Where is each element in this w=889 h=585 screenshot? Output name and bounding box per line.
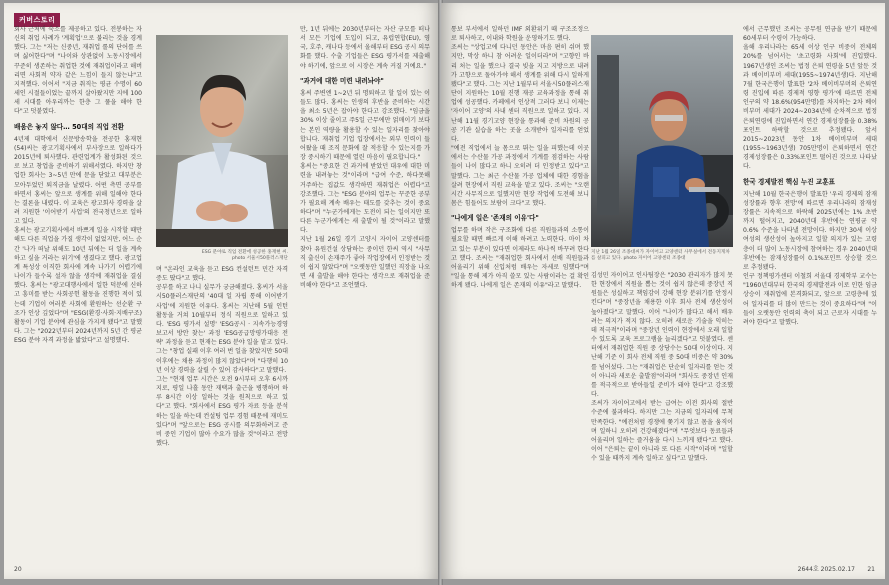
paragraph: 홍씨는 광고기획사에서 바쁘게 일을 시작할 때만 해도 다른 직업을 가질 생각이 없었지만, 어느 순간 '나가 떠날 위해도 10년 뒤에는 더 일을 계속 하고 싶을 거라는 위기'에 생겼다고 했다. 광고업계 특성상 이직한 회사에 계속 나가기 어렵기에 나이가 들수록 설자 않을 생각에 재취업을 결심했다. 홍씨는 "광고대행사에서 일한 덕분에 신하고 흥미를 받는 사회공헌 활동을 진행한 적이 있는데 기업이 여러분 사회에 환원하는 선순환 구조가 인상 깊었다"며 "ESG(환경·사회·지배구조) 활동이 기업 분야에 관심을 가지게 됐다"고 말했다. 그는 "2022년부터 2024년까지 5년 간 평균 ESG 분야 자격 과정을 밟았다"고 설명했다. bbox=[14, 227, 142, 345]
subheading: "나에게 일은 '존재의 이유'다" bbox=[451, 214, 539, 223]
subheading: 한국 경제발전 핵심 누진 교훈표 bbox=[743, 177, 835, 186]
right-column-2 bbox=[591, 271, 733, 463]
paragraph: 공부를 하고 나니 실무가 궁금해졌다. 홍씨가 서울시50플러스재단의 '40대 일 자립 통해 이어받기 사업'에 지원한 이유다. 홍씨는 지난해 5월 인턴 활동을 거쳐 10월부터 정식 직원으로 일하고 있다. 'ESG 평가서 설명' 'ESG공시 · 지속가능경영보고서 방안 찾는' 과정 'ESG공급망평가대응 전략' 과정을 듣고 현재는 ESG 분야 일을 맡고 있다. 그는 "창업 실패 이후 여러 번 일을 찾았지만 50대 이후에는 채용 과정이 많지 않았다"며 "다행히 10년 이상 경력을 살릴 수 있어 감사하다"고 말했다. bbox=[156, 284, 289, 374]
page-number-right: 21 bbox=[867, 566, 875, 573]
left-page bbox=[4, 3, 440, 579]
paragraph: 4년제 대학에서 신문방송학을 전공한 홍재현(54)씨는 광고기획사에서 부사장으로 일하다가 2015년에 퇴사했다. 관련업계가 활성화된 것으로 보고 창업을 준비하기 위해서였다. 하지만 창업한 회사는 3~5년 만에 문을 닫았고 대부분은 모아두었던 퇴직금을 날렸다. 어떤 측면 공부를 하면서 홍씨는 앞으로 생계를 위해 일해야 한다는 결론을 내렸다. 이 교육은 광고회사 경력을 살려 지원한 '이어받기 사업'의 전국청년으로 일하고 있다. bbox=[14, 135, 142, 226]
paragraph: 지난해 10월 한국은행이 발표한 '우리 경제의 잠재성장률과 향후 전망'에 따르면 우리나라의 잠재성장률은 지속적으로 하락해 2025년에는 1% 초반까지 떨어지고, 2040년대 후반에는 연평균 약 0.6% 수준을 나타낼 전망이다. 하지만 30세 이상 여성의 생산성이 높아지고 일할 의지가 있는 고령층이 더 많이 노동시장에 참여하는 경우 2040년대 후반에는 잠재성장률이 0.1%포인트 상승할 것으로 추정됐다. bbox=[743, 190, 877, 271]
right-column-1 bbox=[451, 25, 589, 290]
paragraph: 인구 정책평가센터 이철희 서울대 경제학부 교수는 "1960년대부터 한국의 경제발전과 이로 인한 임금 상승이 재취업에 본격화되고, 앞으로 고령층에 있어 일자리를 더 많이 만드는 것이 중요하다"며 "이 들이 오랫동안 인력의 축이 되고 근로자 시대를 누려야 한다"고 말했다. bbox=[743, 273, 877, 326]
paragraph: 회사 근처에 숙소를 제공하고 있다. 전봉하는 자신의 취업 사례가 '계획업'으로 불리는 것을 경계했다. 그는 "저는 신중년, 재취업 롤의 단어를 쓰며 싫어한다"며 "나이와 상관없이 노동시장에서 꾸준히 생존하는 취업한 것에 재취업이라고 해버리면 사회적 약자 같은 느낌이 들지 않는냐"고 지적했다. 이어서 "지금 취직는 평균 수명이 60세인 시절들이었는 끝까지 살아왔지만 지에 100세 시대를 아우리까는 한층 그 풀을 해야 한다"고 덧붙였다. bbox=[14, 26, 142, 116]
paragraph: 만, 1년 뒤에는 2030년부터는 자산 규모를 떠나서 모든 기업에 도입이 되고, 유럽연합(EU), 영국, 호주, 캐나다 등에서 올해부터 ESG 공시 의무화를 했다. 수출 기업들은 ESG 평가서를 제출해야 하기에, 앞으로 이 시장은 계속 커질 거예요." bbox=[300, 26, 430, 70]
photo-caption-line-2: photo 서울시50플러스재단 bbox=[231, 256, 288, 262]
paragraph: 올해 우리나라는 65세 이상 인구 비중이 전체의 20%를 넘어서는 '초고령화 사회'에 진입했다. 1967년생인 조씨는 법정 은퇴 연령을 5년 앞둔 것과 베이비부머 세대(1955~1974년생)다. 지난해 7월 한국은행이 발표한 '2차 베이비부머의 은퇴연령 진입에 따른 경제적 영향 평가'에 따르면 전체 인구의 약 18.6%(954만명)를 차지하는 2차 베이비부머 세대가 2024~2034년에 순차적으로 법정 은퇴연령에 진입하면서 연간 경제성장률을 0.38%포인트 하락할 것으로 추정됐다. 앞서 2015~2023년 동안 1차 베이비부머 세대(1955~1963년생) 705만명이 은퇴하면서 연간 경제성장률은 0.33%포인트 떨어진 것으로 나타났다. bbox=[743, 44, 877, 171]
workshop-photo-jo bbox=[591, 35, 733, 247]
right-page bbox=[441, 3, 885, 579]
paragraph: 에서 근무했던 조씨는 공무원 연금을 받기 때문에 60세부터 수령이 가능하다. bbox=[743, 26, 877, 43]
subheading: 배움은 놓지 않다… 50대의 직업 전환 bbox=[14, 122, 125, 131]
paragraph: "예전 직업에서 늘 몸으로 뛰는 일을 피했는데 이곳에서는 수산물 가공 과정에서 기계를 점검하는 사람들이 나이 많다고 하니 오히려 더 인정받고 있다"고 말했다. 그는 최근 수산물 가공 업체에 대한 경험을 살려 현장에서 직원 교육을 맡고 있다. 조씨는 "오랜 시간 사무직으로 일했지만 현장 작업에 도전해 보니 몸은 힘들어도 보람이 크다"고 했다. bbox=[451, 145, 589, 207]
paragraph: 조씨가 자이어고에서 받는 급여는 이전 회사의 절반 수준에 불과하다. 하지만 그는 지금의 일자리에 무척 만족한다. "예전처럼 경쟁에 쫓기지 않고 몸을 움직이며 일하니 오히려 건강해졌다"며 "무엇보다 동료들과 어울리며 일하는 즐거움을 다시 느끼게 됐다"고 했다. 이어 "은퇴는 끝이 아니라 또 다른 시작"이라며 "일할 수 있을 때까지 계속 일하고 싶다"고 말했다. bbox=[591, 400, 733, 463]
paragraph: 업무를 하며 작은 구조화에 다른 직원들과의 소통이 필요할 때면 빠르게 이해 하려고 노력한다. 마이 차고 있는 부분이 있다면 이제라도 하나씩 바꾸려 한다고 했다. 조씨는 "재취업한 회사에서 선배 직원들과 어울리기 위해 신입처럼 배우는 자세로 임했다"며 "일을 통해 제가 아직 쓸모 있는 사람이라는 걸 확인하게 됐다. 나에게 일은 존재의 이유"라고 말했다. bbox=[451, 227, 589, 290]
photo-caption-line-1: ESG 분야로 직업 전환에 성공한 홍재현 씨. bbox=[201, 250, 288, 255]
left-column-2 bbox=[156, 265, 288, 448]
left-column-1 bbox=[14, 25, 142, 345]
left-column-3 bbox=[300, 25, 430, 290]
page-number-left: 20 bbox=[14, 566, 22, 573]
paragraph: 며 "온라인 교육을 듣고 ESG 컨설턴트 민간 자격증도 땄다"고 했다. bbox=[156, 266, 288, 283]
photo-caption-right: 지난 1월 26일 조종대씨가 자이어고 고양센터 사무실에서 전동지게차를 살피고 있다. photo 자이어 고양센터 조종대 bbox=[591, 250, 730, 262]
paragraph: 홍씨는 "중요한 건 과거에 받았던 대우에 대한 미련을 내려놓는 것"이라며 "급여 수준, 하다못해 거주하는 집값도 생각하면 재취업은 어렵다"고 강조했다. 그는 "ESG 분야의 업무는 꾸준한 공부가 필요해 계속 배우는 태도를 갖추는 것이 중요하다"며 "누군가에게는 도전이 되는 일이지만 또 다른 누군가에게는 새 출발이 될 것"이라고 말했다. bbox=[300, 163, 430, 235]
paragraph: 통보 부서에서 일하던 IMF 외환위기 때 구조조정으로 퇴사하고, 이내와 학원을 운영하기도 했다. bbox=[451, 26, 589, 43]
photo-caption bbox=[156, 250, 288, 262]
paragraph: 조씨는 "상업고에 다니던 동안은 마음 편히 쉬며 했지만, 막상 하니 참 어려운 일이더라"며 "고향인 바리 처는 일을 했으나 결국 빚을 지고 지방으로 내려가 고향으로 돌아가야 해서 생계를 위해 다시 일하게 됐다"고 했다. 그는 지난 1월부터 서울시50플러스재단이 지원하는 10월 진행 재공 교육과정을 통해 취업에 성공했다. 카페에서 인상적 그러다 보니 이제는 '자이어 고양'의 사내 센터 직원으로 일하고 있다. 지난해 11월 경기고양 현장을 통과해 준비 차원의 공공 기관 실습을 하는 곳을 소개받아 일자리를 얻었다. bbox=[451, 44, 589, 143]
paragraph: 지난 1월 26일 경기 고양시 자이어 고양센터를 찾아 유원건설 상담하는 중이던 한씨 역시 "사무직 출신이 손재주가 좋아 작업장에서 인정받는 것이 쉽지 않았다"며 "오랫동안 일했던 직장을 나오면 새 출발을 해야 한다는 생각으로 재취업을 준비해야 한다"고 조언했다. bbox=[300, 236, 430, 290]
issue-info: 2644호 2025.02.17 bbox=[797, 566, 855, 573]
paragraph: 홍씨 주변엔 1~2년 뒤 명퇴하고 할 일이 있는 이들도 많다. 홍씨는 인생의 후반을 준비하는 시간을 최소 5년은 잡아야 한다고 강조했다. "임금을 30% 이상 줄이고 주5일 근무에만 얽매이기 보다는 본인 역량을 활용할 수 있는 일자리를 찾아야 합니다. 재취업 기업 입장에서는 외부 인력이 들어왔을 때 조직 문화에 잘 적응할 수 있는지를 가장 중시하기 때문에 열린 마음이 필요합니다." bbox=[300, 89, 430, 162]
right-column-3 bbox=[743, 25, 877, 327]
portrait-photo-hong bbox=[156, 35, 288, 247]
subheading: "과거에 대한 미련 내려놔야" bbox=[300, 76, 384, 85]
paragraph: 김성민 자이어고 인사팀장은 "2030 관리자가 많지 못한 현장에서 직원을 뽑는 것이 쉽지 않은데 중장년 직원들은 성실하고 책임감이 강해 현장 분위기를 안정시킨다"며 "중장년을 채용한 이후 회사 전체 생산성이 높아졌다"고 말했다. 이어 "나이가 많다고 해서 배우려는 의지가 적지 않다. 오히려 새로운 기술을 익히는 데 적극적"이라며 "중장년 인력이 현장에서 오래 일할 수 있도록 교육 프로그램을 늘리겠다"고 덧붙였다. 센터에서 재취업한 직원 중 상당수는 50대 이상이다. 지난해 기준 이 회사 전체 직원 중 50대 비중은 약 30%를 넘어섰다. 그는 "재취업은 단순히 일자리를 얻는 것이 아니라 새로운 출발점"이라며 "회사도 중장년 인재를 적극적으로 받아들일 준비가 돼야 한다"고 강조했다. bbox=[591, 272, 733, 399]
section-tag: 커버스토리 bbox=[14, 13, 60, 27]
paragraph: 그는 "현재 업무 시간은 오전 9시부터 오후 6시까지로, 평일 나흘 동안 재택과 출근을 병행하며 하루 8시간 이상 일하는 것을 원칙으로 하고 있다"고 했다. "회사에서 ESG 평가 자료 등을 분석하는 일을 하는데 컨설팅 업무 경험 때문에 재미도 있다"며 "앞으로는 ESG 공시를 의무화하려고 준비 중인 기업이 많아 수요가 많을 것"이라고 전망했다. bbox=[156, 375, 288, 447]
